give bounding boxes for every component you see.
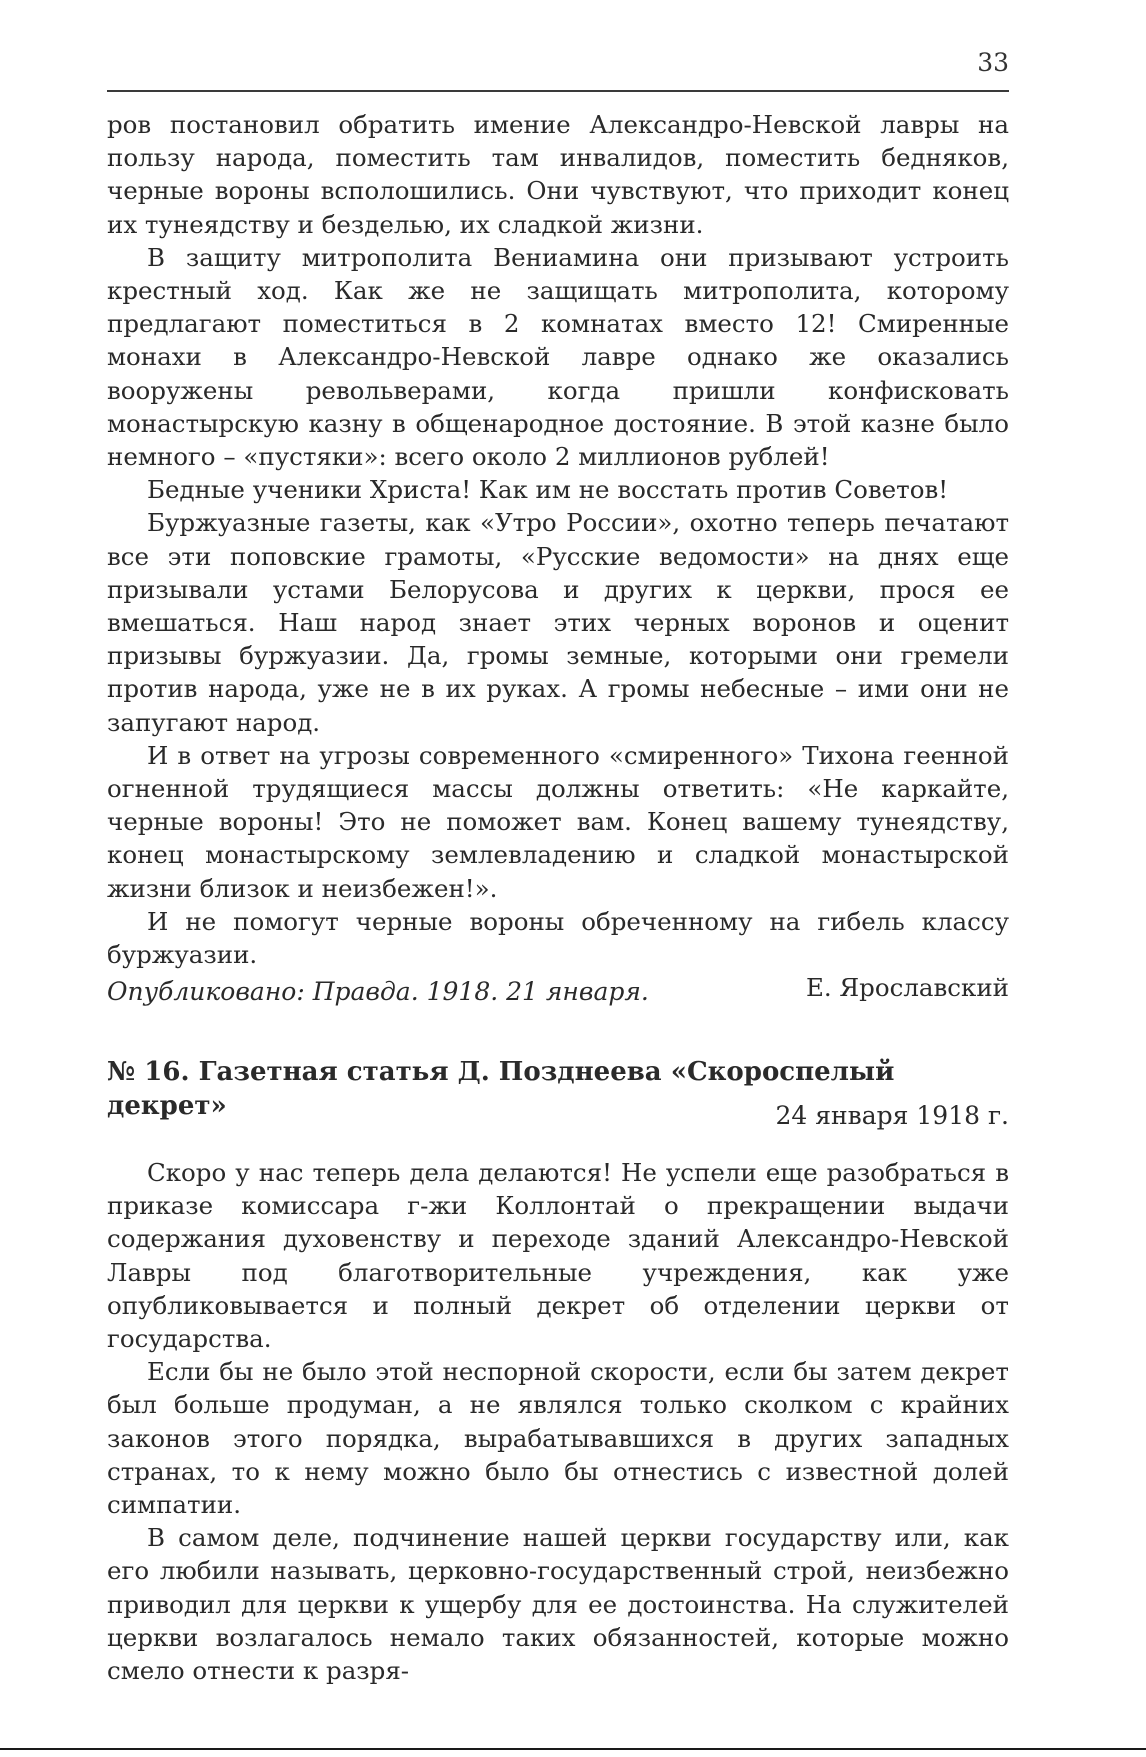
document-body — [107, 1156, 1009, 1687]
page-number: 33 — [977, 48, 1009, 77]
paragraph: Бедные ученики Христа! Как им не восстать против Советов! — [147, 475, 949, 505]
header-rule — [107, 90, 1009, 92]
paragraph: Если бы не было этой неспорной скорости, если бы затем декрет был больше продуман, а не являлся только сколком с крайних законов этого порядка, вырабатывавшихся в других западных странах, то к нему можно было бы отнестись с известной долей симпатии. — [107, 1357, 1009, 1520]
paragraph: И не помогут черные вороны обреченному на гибель классу буржуазии. — [107, 906, 1009, 970]
document-heading: № 16. Газетная статья Д. Позднеева «Скороспелый декрет» — [107, 1057, 895, 1121]
paragraph: Скоро у нас теперь дела делаются! Не успели еще разобраться в приказе комиссара г-жи Коллонтай о прекращении выдачи содержания духовенству и переходе зданий Александро-Невской Лавры под благотворительные учреждения, как уже опубликовывается и полный декрет об отделении церкви от государства. — [107, 1158, 1009, 1354]
paragraph: ров постановил обратить имение Александро-Невской лавры на пользу народа, поместить там инвалидов, поместить бедняков, черные вороны всполошились. Они чувствуют, что приходит конец их тунеядству и безделью, их сладкой жизни. — [107, 110, 1009, 239]
author-signature: Е. Ярославский — [805, 973, 1009, 1003]
scan-bottom-edge — [0, 1748, 1146, 1750]
publication-source-note: Опубликовано: Правда. 1918. 21 января. — [107, 977, 649, 1006]
paragraph: В защиту митрополита Вениамина они призывают устроить крестный ход. Как же не защищать митрополита, которому предлагают поместиться в 2 комнатах вместо 12! Смиренные монахи в Александро-Невской лавре однако же оказались вооружены револьверами, когда пришли конфисковать монастырскую казну в общенародное достояние. В этой казне было немного – «пустяки»: всего около 2 миллионов рублей! — [107, 242, 1009, 472]
paragraph: Буржуазные газеты, как «Утро России», охотно теперь печатают все эти поповские грамоты, «Русские ведомости» на днях еще призывали устами Белорусова и других к церкви, прося ее вмешаться. Наш народ знает этих черных воронов и оценит призывы буржуазии. Да, громы земные, которыми они гремели против народа, уже не в их руках. А громы небесные – ими они не запугают народ. — [107, 508, 1009, 737]
continued-article-body — [107, 108, 1009, 1004]
paragraph: И в ответ на угрозы современного «смиренного» Тихона геенной огненной трудящиеся массы должны ответить: «Не каркайте, черные вороны! Это не поможет вам. Конец вашему тунеядству, конец монастырскому землевладению и сладкой монастырской жизни близок и неизбежен!». — [107, 740, 1009, 903]
document-date: 24 января 1918 г. — [775, 1101, 1009, 1130]
paragraph: В самом деле, подчинение нашей церкви государству или, как его любили называть, церковно-государственный строй, неизбежно приводил для церкви к ущербу для ее достоинства. На служителей церкви возлагалось немало таких обязанностей, которые можно смело отнести к разря- — [107, 1523, 1009, 1686]
